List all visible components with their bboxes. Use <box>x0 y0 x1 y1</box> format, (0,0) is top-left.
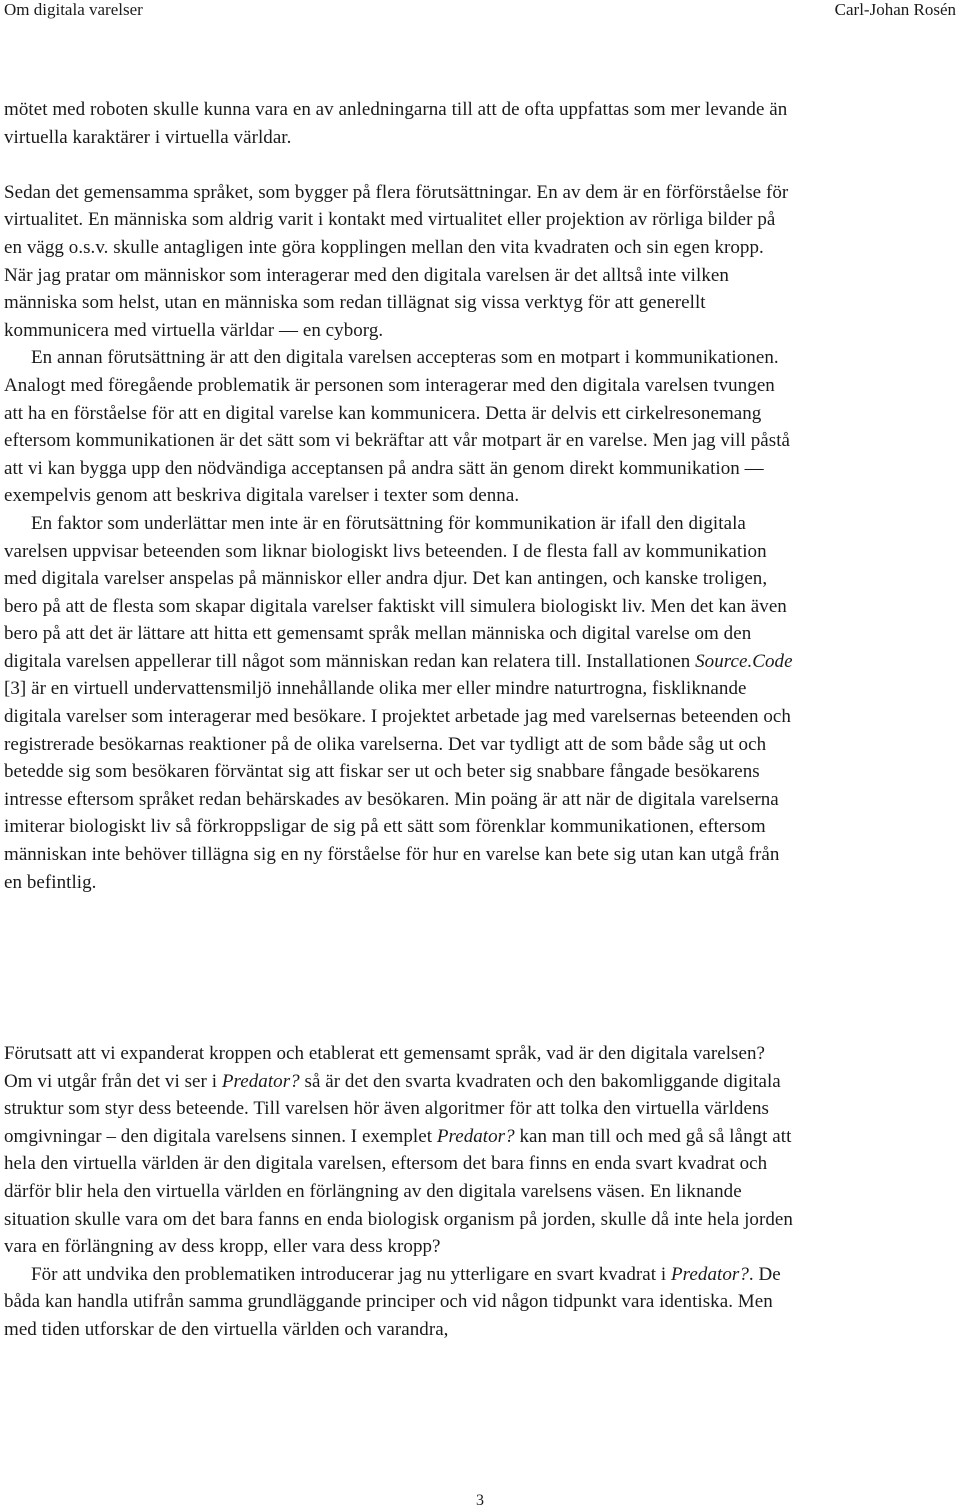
page-number: 3 <box>476 1492 484 1509</box>
paragraph-biological-behaviour <box>4 510 794 896</box>
work-title-predator: Predator? <box>221 1070 300 1092</box>
paragraph-text: kan man till och med gå så långt att hela den virtuella världen är den digitala varelsen, eftersom det bara finns en enda svart kvadrat och därför blir hela den virtuella världen en förlängning av den digitala varelsens väsen. En liknande situation skulle vara om det bara fanns en enda biologisk organism på jorden, skulle då inte hela jorden vara en förlängning av dess kropp, eller vara dess kropp? <box>4 1125 793 1258</box>
body-section-2 <box>4 1040 794 1344</box>
paragraph-text: Förutsatt att vi expanderat kroppen och etablerat ett gemensamt språk, vad är den digitala varelsen? Om vi utgår från det vi ser i <box>4 1043 766 1092</box>
paragraph-common-language: Sedan det gemensamma språket, som bygger på flera förutsättningar. En av dem är en förförståelse för virtualitet. En människa som aldrig varit i kontakt med virtualitet eller projektion av rörliga bilder på en vägg o.s.v. skulle antagligen inte göra kopplingen mellan den vita kvadraten och sin egen kropp. När jag pratar om människor som interagerar med den digitala varelsen är det alltså inte vilken människa som helst, utan en människa som redan tillägnat sig vissa verktyg för att generellt kommunicera med virtuella världar — en cyborg. <box>4 181 789 341</box>
paragraph-text: [3] är en virtuell undervattensmiljö innehållande olika mer eller mindre naturtrogna, fiskliknande digitala varelser som interagerar med besökare. I projektet arbetade jag med varelsernas beteenden och registrerade besökarnas reaktioner på de olika varelserna. Det var tydligt att de som både såg ut och betedde sig som besökaren förväntat sig att fiskar ser ut och beter sig snabbare fångade besökarens intresse eftersom språket redan behärskades av besökaren. Min poäng är att när de digitala varelserna imiterar biologiskt liv så förkroppsligar de sig på ett sätt som förenklar kommunikationen, eftersom människan inte behöver tillägna sig en ny förståelse för hur en varelse kan bete sig utan kan utgå från en befintlig. <box>4 678 791 893</box>
paragraph-text: . De båda kan handla utifrån samma grundläggande principer och vid någon tidpunkt vara identiska. Men med tiden utforskar de den virtuella världen och varandra, <box>4 1263 781 1340</box>
work-title-source-code: Source.Code <box>695 650 793 672</box>
paragraph-what-is-digital-being <box>4 1040 794 1261</box>
running-header <box>0 0 960 24</box>
paragraph-text: För att undvika den problematiken introducerar jag nu ytterligare en svart kvadrat i <box>31 1263 672 1285</box>
header-author-name: Carl-Johan Rosén <box>834 0 956 19</box>
paragraph-text: så är det den svarta kvadraten och den bakomliggande digitala struktur som styr dess beteende. Till varelsen hör även algoritmer för att tolka den virtuella världens omgivningar – den digitala varelsens sinnen. I exemplet <box>4 1070 781 1147</box>
paragraph-second-square <box>4 1261 794 1344</box>
work-title-predator: Predator? <box>671 1263 749 1285</box>
paragraph-acceptance: En annan förutsättning är att den digitala varelsen accepteras som en motpart i kommunikationen. Analogt med föregående problematik är personen som interagerar med den digitala varelsen tvungen att ha en förståelse för att en digital varelse kan kommunicera. Detta är delvis ett cirkelresonemang eftersom kommunikationen är det sätt som vi bekräftar att vår motpart är en varelse. Men jag vill påstå att vi kan bygga upp den nödvändiga acceptansen på andra sätt än genom direkt kommunikation — exempelvis genom att beskriva digitala varelser i texter som denna. <box>4 347 791 507</box>
work-title-predator: Predator? <box>436 1125 515 1147</box>
paragraph-text: En faktor som underlättar men inte är en förutsättning för kommunikation är ifall den digitala varelsen uppvisar beteenden som liknar biologiskt livs beteenden. I de flesta fall av kommunikation med digitala varelser anspelas på människor eller andra djur. Det kan antingen, och kanske troligen, bero på att de flesta som skapar digitala varelser faktiskt vill simulera biologiskt liv. Men det kan även bero på att det är lättare att hitta ett gemensamt språk mellan människa och digital varelse om den digitala varelsen appellerar till något som människan redan kan relatera till. Installationen <box>4 512 787 672</box>
paragraph-continued: mötet med roboten skulle kunna vara en av anledningarna till att de ofta uppfattas som mer levande än virtuella karaktärer i virtuella världar. <box>4 99 788 148</box>
header-document-title: Om digitala varelser <box>4 0 143 19</box>
body-section-1 <box>4 96 794 896</box>
